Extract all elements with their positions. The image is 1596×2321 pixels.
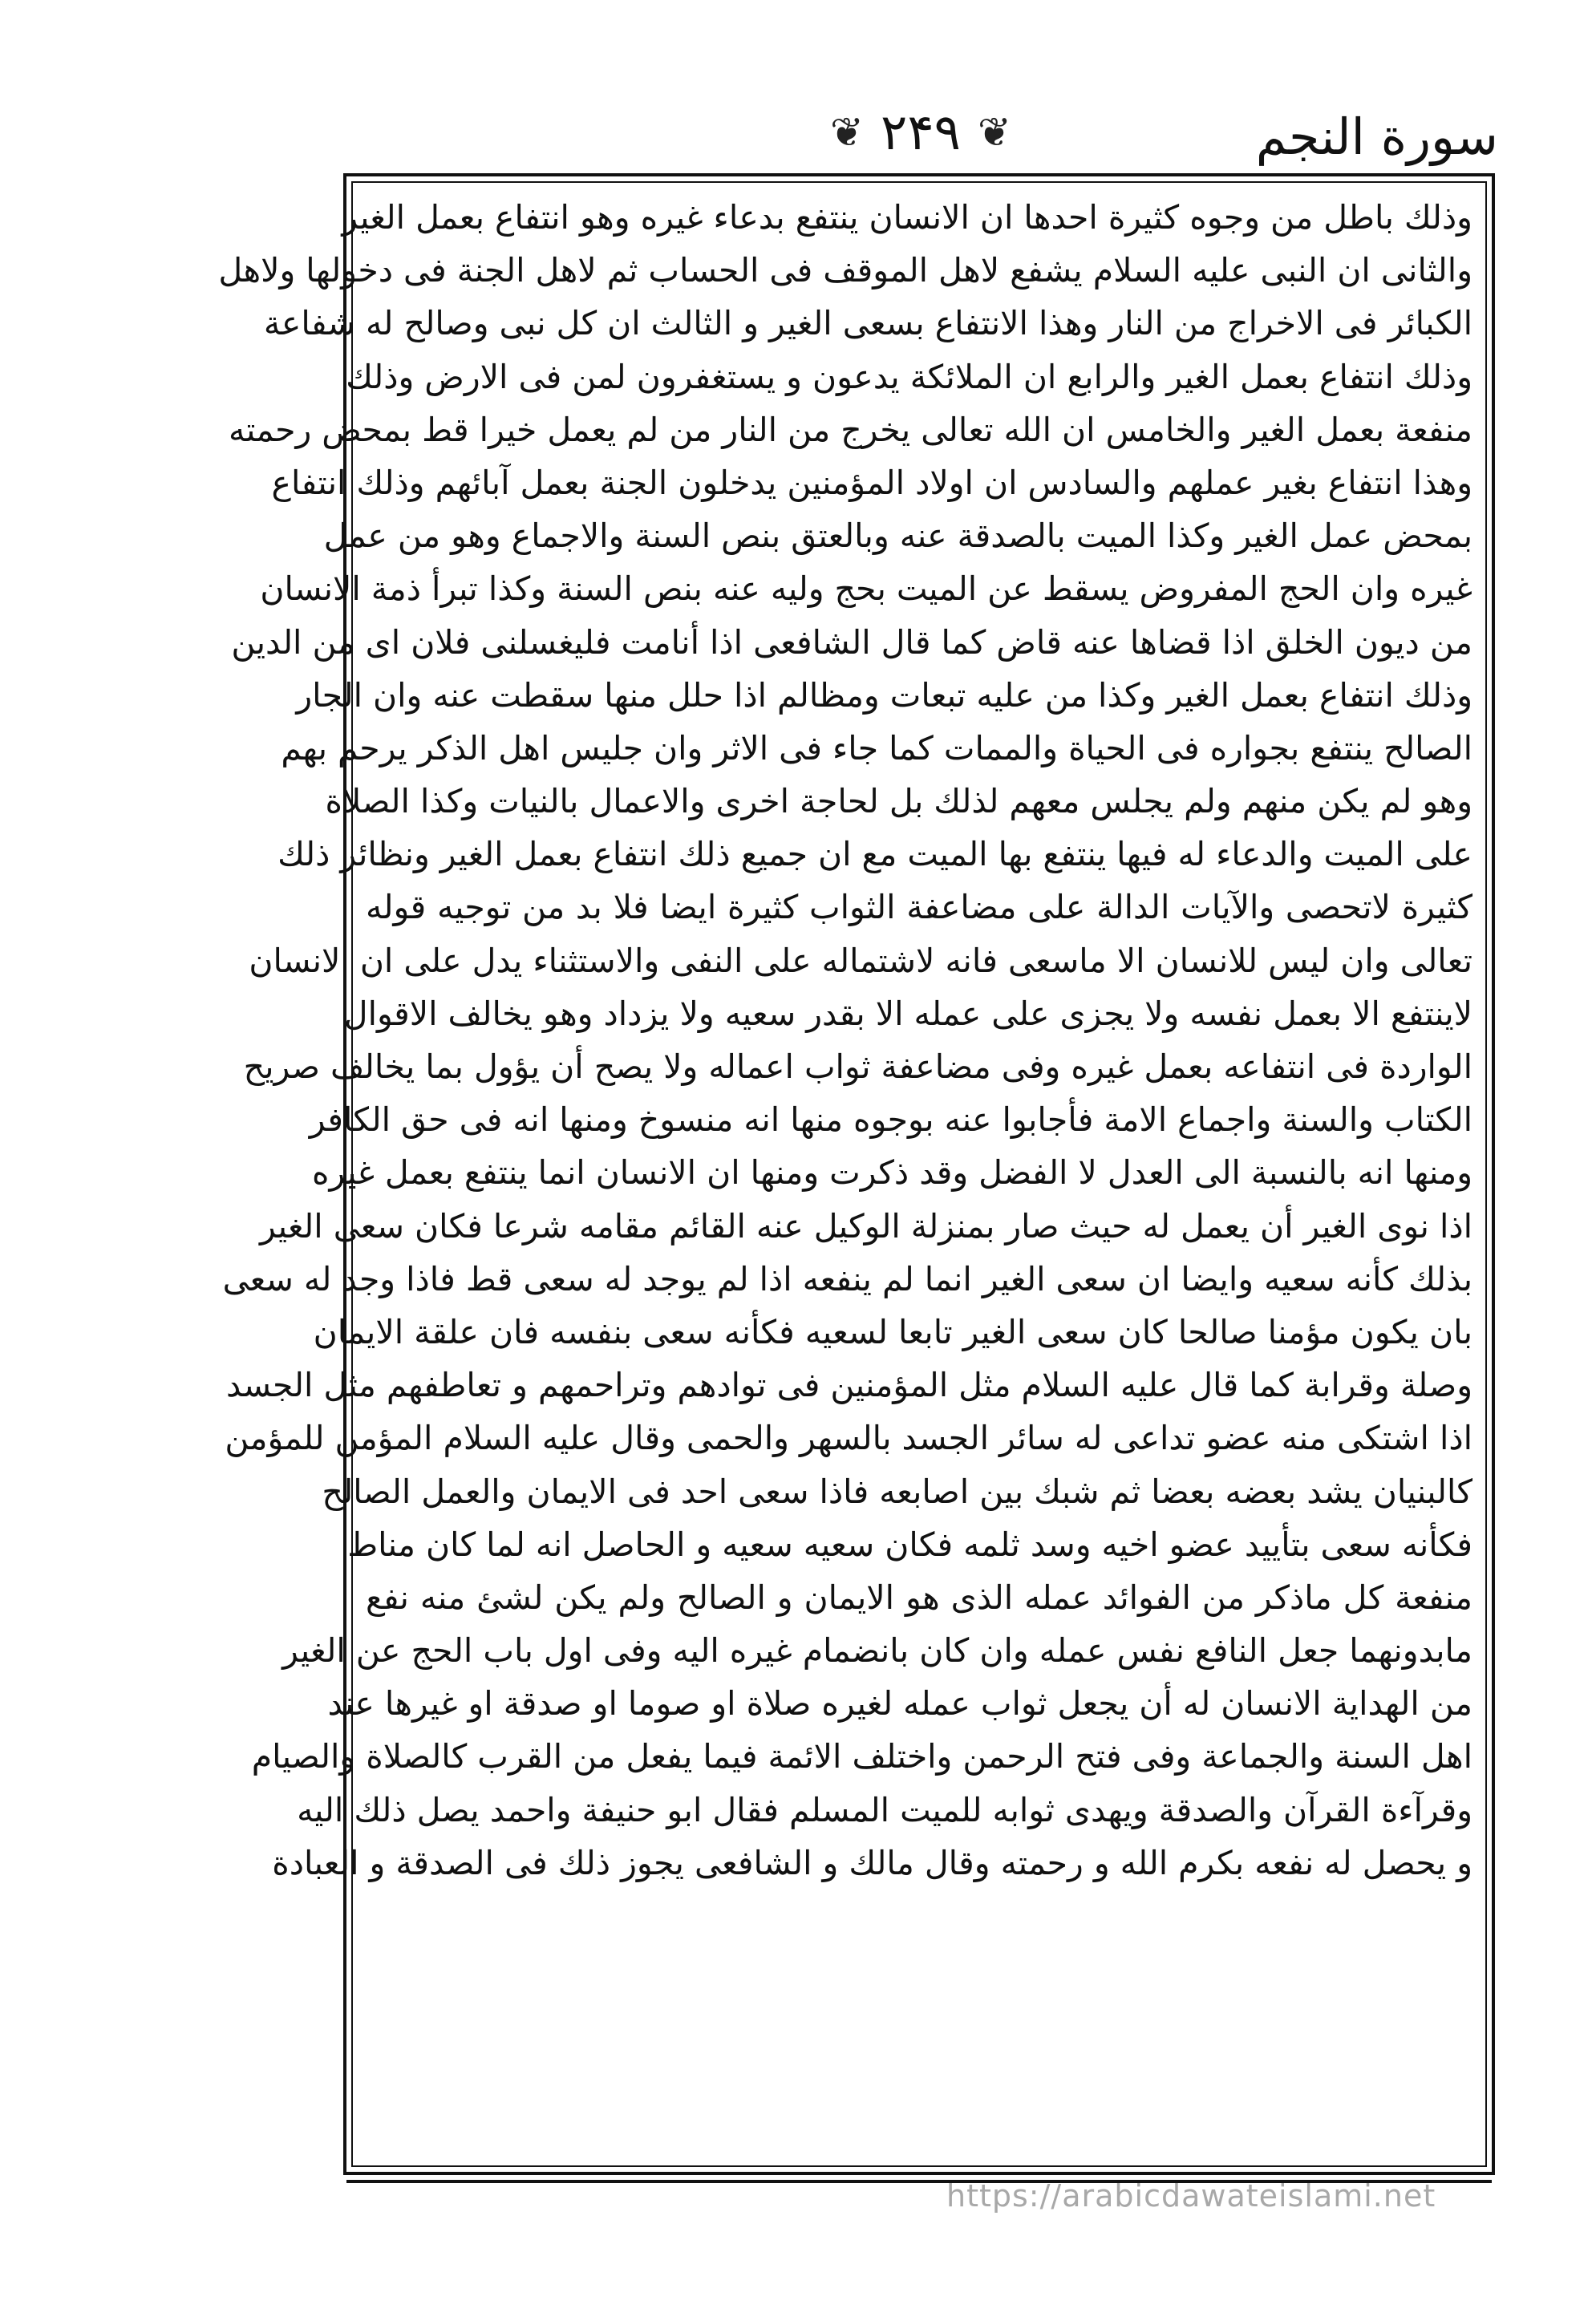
text-line: اهل السنة والجماعة وفى فتح الرحمن واختلف الائمة فيما يفعل من القرب كالصلاة والصيام bbox=[251, 1737, 1472, 1776]
text-line: على الميت والدعاء له فيها ينتفع بها الميت مع ان جميع ذلك انتفاع بعمل الغير ونظائر ذلك bbox=[277, 835, 1472, 874]
text-line: فكأنه سعى بتأييد عضو اخيه وسد ثلمه فكان سعيه سعيه و الحاصل انه لما كان مناط bbox=[347, 1525, 1472, 1564]
text-line: وهو لم يكن منهم ولم يجلس معهم لذلك بل لحاجة اخرى والاعمال بالنيات وكذا الصلاة bbox=[325, 782, 1472, 821]
text-line: والثانى ان النبى عليه السلام يشفع لاهل الموقف فى الحساب ثم لاهل الجنة فى دخولها ولاهل bbox=[218, 251, 1472, 290]
text-line: ومنها انه بالنسبة الى العدل لا الفضل وقد ذكرت ومنها ان الانسان انما ينتفع بعمل غيره bbox=[311, 1153, 1472, 1193]
text-line: وذلك انتفاع بعمل الغير وكذا من عليه تبعات ومظالم اذا حلل منها سقطت عنه وان الجار bbox=[296, 675, 1472, 715]
text-line: بذلك كأنه سعيه وايضا ان سعى الغير انما لم ينفعه اذا لم يوجد له سعى قط فاذا وجد له سعى bbox=[222, 1259, 1472, 1298]
text-line: وصلة وقرابة كما قال عليه السلام مثل المؤمنين فى توادهم وتراحمهم و تعاطفهم مثل الجسد bbox=[225, 1366, 1472, 1405]
text-line: مابدونهما جعل النافع نفس عمله وان كان بانضمام غيره اليه وفى اول باب الحج عن الغير bbox=[282, 1631, 1472, 1671]
text-line: وذلك انتفاع بعمل الغير والرابع ان الملائكة يدعون و يستغفرون لمن فى الارض وذلك bbox=[346, 357, 1472, 396]
text-line: منفعة كل ماذكر من الفوائد عمله الذى هو الايمان و الصالح ولم يكن لشئ منه نفع bbox=[366, 1578, 1472, 1617]
page-header bbox=[343, 103, 1498, 175]
text-line: اذا اشتكى منه عضو تداعى له سائر الجسد بالسهر والحمى وقال عليه السلام المؤمن للمؤمن bbox=[225, 1419, 1472, 1458]
text-line: لاينتفع الا بعمل نفسه ولا يجزى على عمله الا بقدر سعيه ولا يزداد وهو يخالف الاقوال bbox=[343, 994, 1472, 1033]
text-line: بان يكون مؤمنا صالحا كان سعى الغير تابعا لسعيه فكأنه سعى بنفسه فان علقة الايمان bbox=[313, 1312, 1472, 1351]
ornament-right-icon: ❦ bbox=[978, 108, 1011, 156]
text-line: كثيرة لاتحصى والآيات الدالة على مضاعفة الثواب كثيرة ايضا فلا بد من توجيه قوله bbox=[366, 888, 1472, 927]
text-line: منفعة بعمل الغير والخامس ان الله تعالى يخرج من النار من لم يعمل خيرا قط بمحض رحمته bbox=[229, 410, 1472, 449]
ornament-left-icon: ❦ bbox=[830, 108, 864, 156]
text-line: كالبنيان يشد بعضه بعضا ثم شبك بين اصابعه فاذا سعى احد فى الايمان والعمل الصالح bbox=[322, 1472, 1472, 1511]
text-line: الصالح ينتفع بجواره فى الحياة والممات كما جاء فى الاثر وان جليس اهل الذكر يرحم بهم bbox=[281, 728, 1472, 768]
text-line: الكبائر فى الاخراج من النار وهذا الانتفاع بسعى الغير و الثالث ان كل نبى وصالح له شفاعة bbox=[263, 304, 1472, 343]
text-line: اذا نوى الغير أن يعمل له حيث صار بمنزلة الوكيل عنه القائم مقامه شرعا فكان سعى الغير bbox=[260, 1206, 1472, 1246]
page-number: ۲۴۹ bbox=[881, 103, 961, 161]
text-line: وقرآءة القرآن والصدقة ويهدى ثوابه للميت المسلم فقال ابو حنيفة واحمد يصل ذلك اليه bbox=[297, 1790, 1472, 1829]
text-line: من الهداية الانسان له أن يجعل ثواب عمله لغيره صلاة او صوما او صدقة او غيرها عند bbox=[327, 1684, 1472, 1724]
text-line: تعالى وان ليس للانسان الا ماسعى فانه لاشتماله على النفى والاستثناء يدل على ان الانسان bbox=[249, 941, 1472, 980]
text-body bbox=[218, 191, 1472, 2148]
text-line: و يحصل له نفعه بكرم الله و رحمته وقال مالك و الشافعى يجوز ذلك فى الصدقة و العبادة bbox=[272, 1843, 1472, 1882]
surah-title: سورة النجم bbox=[1255, 107, 1498, 166]
text-frame bbox=[218, 173, 1495, 2175]
text-line: من ديون الخلق اذا قضاها عنه قاض كما قال الشافعى اذا أنامت فليغسلنى فلان اى من الدين bbox=[231, 622, 1472, 662]
watermark: https://arabicdawateislami.net bbox=[946, 2178, 1436, 2214]
text-line: وهذا انتفاع بغير عملهم والسادس ان اولاد المؤمنين يدخلون الجنة بعمل آبائهم وذلك انتفاع bbox=[271, 463, 1472, 502]
text-line: غيره وان الحج المفروض يسقط عن الميت بحج وليه عنه بنص السنة وكذا تبرأ ذمة الانسان bbox=[260, 569, 1472, 609]
text-line: الواردة فى انتفاعه بعمل غيره وفى مضاعفة ثواب اعماله ولا يصح أن يؤول بما يخالف صريح bbox=[243, 1047, 1472, 1086]
text-line: الكتاب والسنة واجماع الامة فأجابوا عنه بوجوه منها انه منسوخ ومنها انه فى حق الكافر bbox=[309, 1100, 1472, 1140]
text-line: وذلك باطل من وجوه كثيرة احدها ان الانسان ينتفع بدعاء غيره وهو انتفاع بعمل الغير bbox=[342, 198, 1472, 237]
text-line: بمحض عمل الغير وكذا الميت بالصدقة عنه وبالعتق بنص السنة والاجماع وهو من عمل bbox=[323, 516, 1472, 556]
